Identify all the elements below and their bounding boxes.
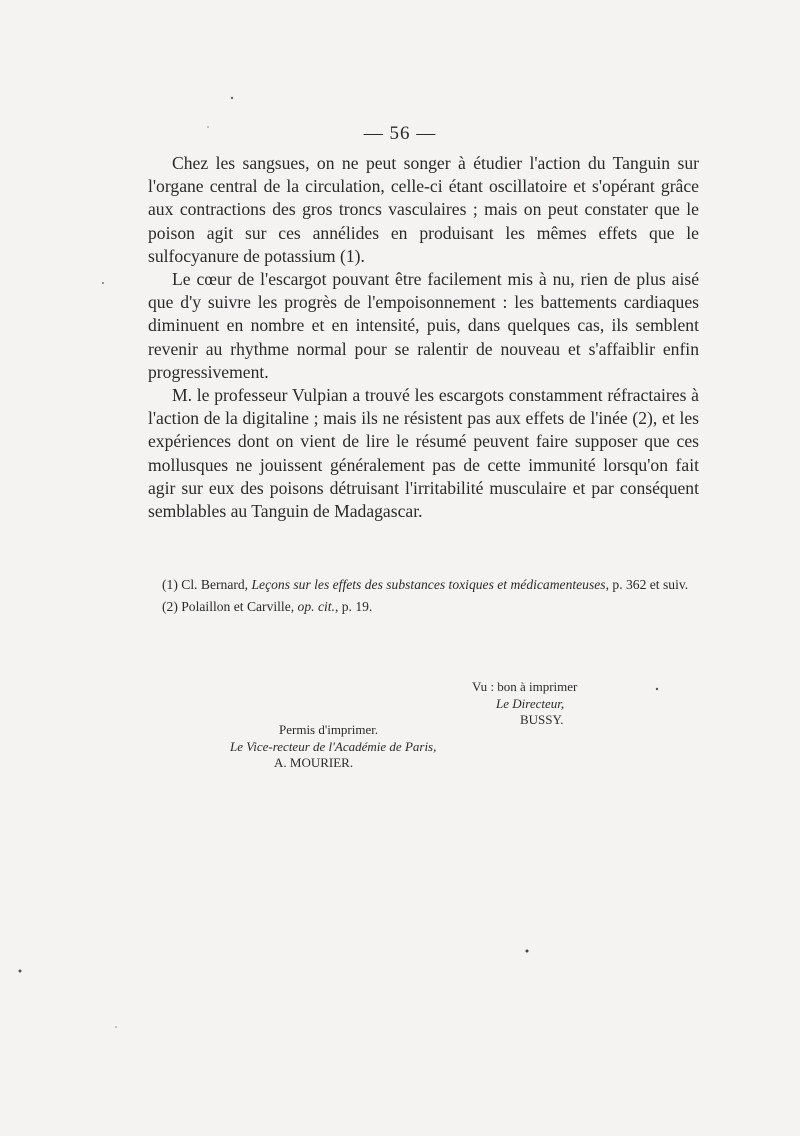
vice-recteur-name: A. MOURIER.	[274, 755, 354, 770]
footnote-1: (1) Cl. Bernard, Leçons sur les effets des substances toxiques et médicamenteuses, p. 362 et suiv.	[162, 577, 689, 592]
paragraph-escargot: Le cœur de l'escargot pouvant être facilement mis à nu, rien de plus aisé que d'y suivre les progrès de l'empoisonnement : les battements cardiaques diminuent en nombre et en intensité, puis, dans quelques cas, ils semblent revenir au rhythme normal pour se ralentir de nouveau et s'affaiblir enfin progressivement.	[148, 269, 699, 382]
page-number: — 56 —	[363, 123, 437, 144]
footnote-2: (2) Polaillon et Carville, op. cit., p. 19.	[162, 598, 373, 614]
paragraph-sangsues: Chez les sangsues, on ne peut songer à étudier l'action du Tanguin sur l'organe central de la circulation, celle-ci étant oscillatoire et s'opérant grâce aux contractions des gros troncs vasculaires ; mais on peut constater que le poison agit sur ces annélides en produisant les mêmes effets que le sulfocyanure de potassium (1).	[148, 153, 699, 266]
vice-recteur-title: Le Vice-recteur de l'Académie de Paris,	[230, 738, 437, 754]
permis-line: Permis d'imprimer.	[279, 722, 379, 737]
paragraph-vulpian: M. le professeur Vulpian a trouvé les escargots constamment réfractaires à l'action de la digitaline ; mais ils ne résistent pas aux effets de l'inée (2), et les expériences dont on vient de lire le résumé peuvent faire supposer que ces mollusques ne jouissent généralement pas de cette immunité lorsqu'on fait agir sur eux des poisons détruisant l'irritabilité musculaire et par conséquent semblables au Tanguin de Madagascar.	[148, 385, 699, 522]
vu-line: Vu : bon à imprimer	[472, 679, 578, 694]
directeur-title: Le Directeur,	[496, 695, 565, 711]
directeur-name: BUSSY.	[520, 712, 564, 727]
